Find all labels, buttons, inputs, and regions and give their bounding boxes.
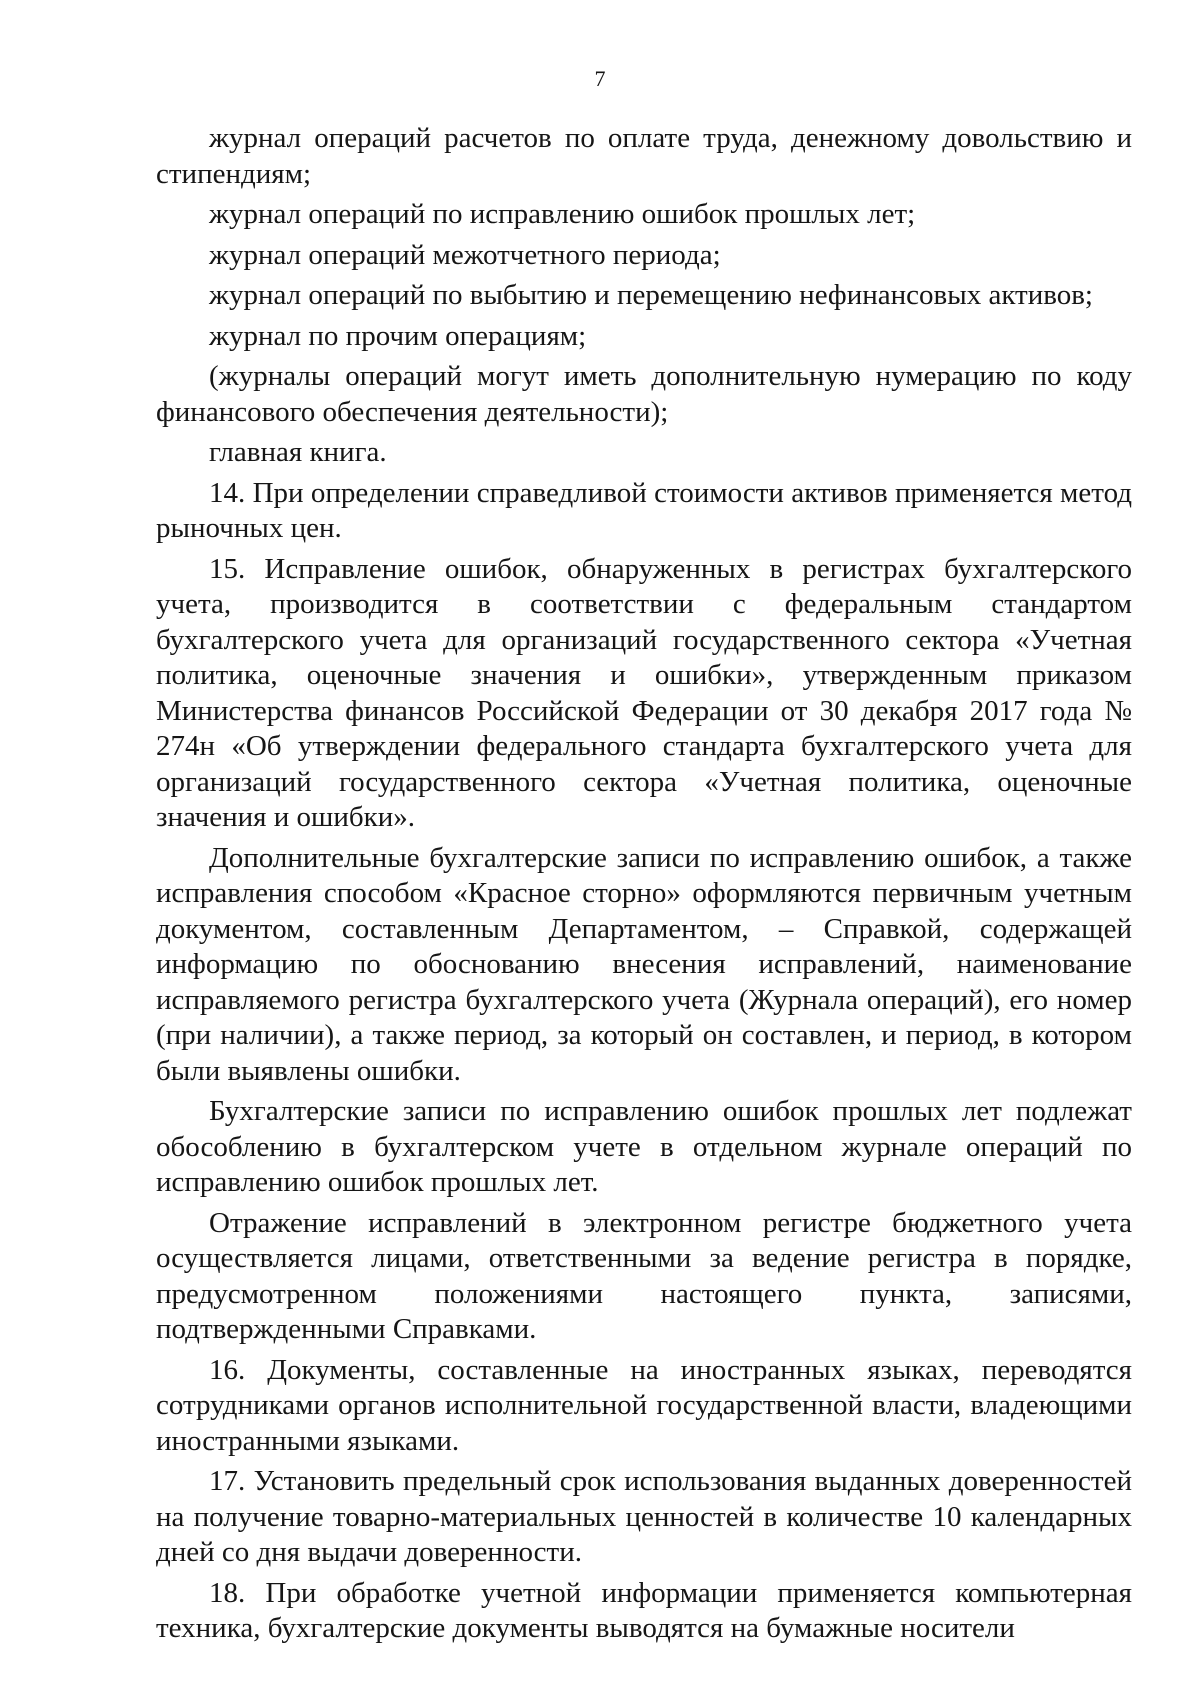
paragraph-general-ledger: главная книга. (209, 436, 387, 468)
document-body (156, 121, 1132, 1652)
paragraph-journal-other: журнал по прочим операциям; (209, 319, 587, 352)
paragraph-additional-entries: Дополнительные бухгалтерские записи по исправлению ошибок, а также исправления способом «Красное сторно» оформляются первичным учетным документом, составленным Департаментом, – Справкой, содержащей информацию по обоснованию внесения исправлений, наименование исправляемого регистра бухгалтерского учета (Журнала операций), его номер (при наличии), а также период, за который он составлен, и период, в котором были выявлены ошибки. (156, 841, 1132, 1087)
paragraph-electronic-register: Отражение исправлений в электронном регистре бюджетного учета осуществляется лицами, ответственными за ведение регистра в порядке, предусмотренном положениями настоящего пункта, записями, подтвержденными Справками. (156, 1206, 1132, 1345)
paragraph-journal-payroll: журнал операций расчетов по оплате труда, денежному довольствию и стипендиям; (156, 122, 1132, 190)
paragraph-journal-interreporting: журнал операций межотчетного периода; (209, 238, 721, 271)
paragraph-clause-16: 16. Документы, составленные на иностранных языках, переводятся сотрудниками органов исполнительной государственной власти, владеющими иностранными языками. (156, 1353, 1132, 1457)
paragraph-journal-past-errors: журнал операций по исправлению ошибок прошлых лет; (209, 198, 916, 230)
page-number: 7 (594, 66, 606, 91)
paragraph-clause-14: 14. При определении справедливой стоимости активов применяется метод рыночных цен. (156, 476, 1132, 544)
paragraph-journal-numbering-note: (журналы операций могут иметь дополнительную нумерацию по коду финансового обеспечения деятельности); (156, 360, 1132, 428)
paragraph-journal-nonfinancial-assets: журнал операций по выбытию и перемещению нефинансовых активов; (209, 279, 1093, 311)
paragraph-clause-18: 18. При обработке учетной информации применяется компьютерная техника, бухгалтерские документы выводятся на бумажные носители (156, 1576, 1132, 1644)
paragraph-past-errors-entries: Бухгалтерские записи по исправлению ошибок прошлых лет подлежат обособлению в бухгалтерском учете в отдельном журнале операций по исправлению ошибок прошлых лет. (156, 1095, 1132, 1198)
paragraph-clause-15: 15. Исправление ошибок, обнаруженных в регистрах бухгалтерского учета, производится в соответствии с федеральным стандартом бухгалтерского учета для организаций государственного сектора «Учетная политика, оценочные значения и ошибки», утвержденным приказом Министерства финансов Российской Федерации от 30 декабря 2017 года № 274н «Об утверждении федерального стандарта бухгалтерского учета для организаций государственного сектора «Учетная политика, оценочные значения и ошибки». (156, 552, 1132, 833)
paragraph-clause-17: 17. Установить предельный срок использования выданных доверенностей на получение товарно-материальных ценностей в количестве 10 календарных дней со дня выдачи доверенности. (156, 1465, 1132, 1568)
